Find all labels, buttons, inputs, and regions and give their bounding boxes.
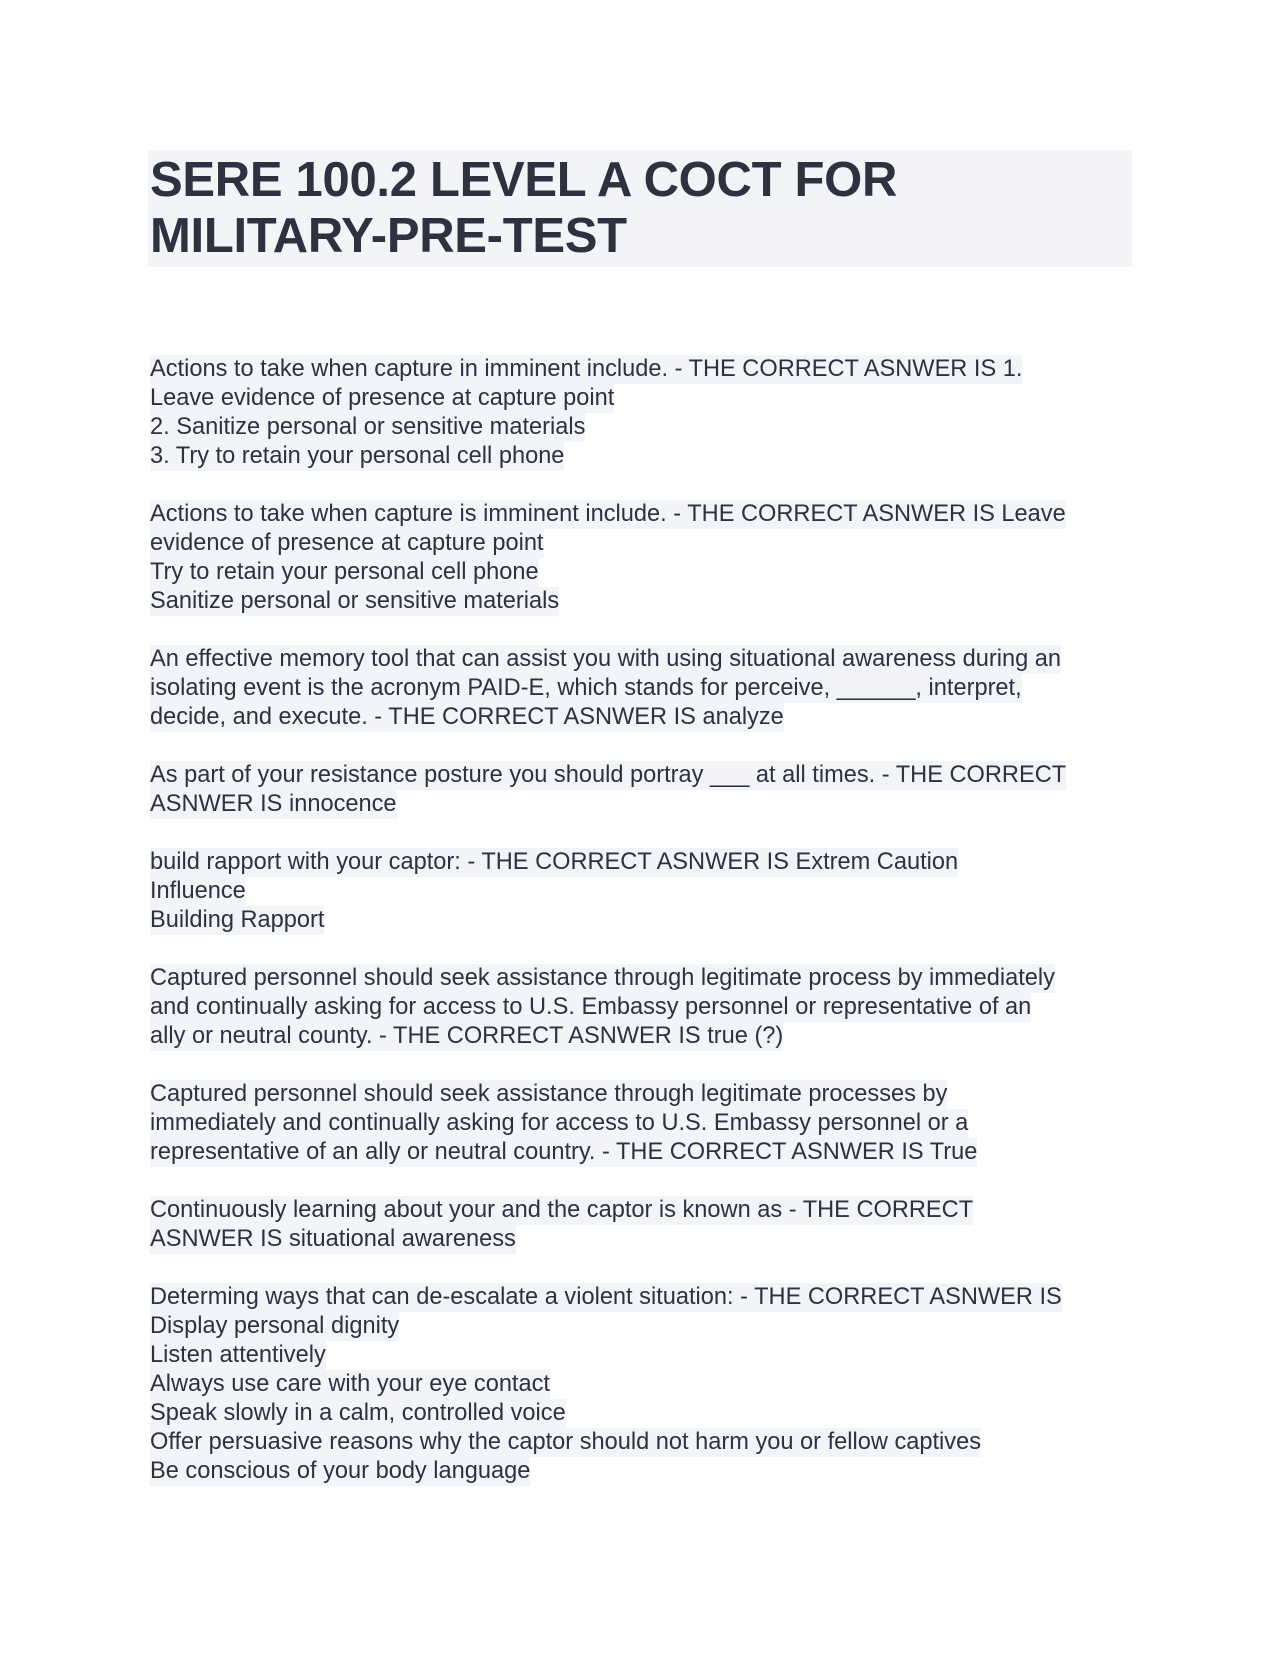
qa-text-line: immediately and continually asking for access to U.S. Embassy personnel or a — [150, 1110, 969, 1136]
qa-item — [150, 1283, 1130, 1486]
qa-text-line: As part of your resistance posture you should portray ___ at all times. - THE CORRECT — [150, 762, 1067, 788]
qa-item — [150, 761, 1130, 819]
title-line: MILITARY-PRE-TEST — [150, 209, 627, 263]
qa-text-line: Continuously learning about your and the captor is known as - THE CORRECT — [150, 1197, 974, 1223]
qa-text-line: Influence — [150, 878, 246, 904]
qa-text-line: Captured personnel should seek assistance through legitimate processes by — [150, 1081, 948, 1107]
qa-item — [150, 645, 1130, 732]
qa-text-line: and continually asking for access to U.S. Embassy personnel or representative of an — [150, 994, 1032, 1020]
qa-text-line: 3. Try to retain your personal cell phone — [150, 443, 565, 469]
qa-text-line: Captured personnel should seek assistance through legitimate process by immediately — [150, 965, 1055, 991]
qa-text-line: Try to retain your personal cell phone — [150, 559, 539, 585]
document-page — [150, 150, 1130, 1515]
question-answer-list — [150, 355, 1130, 1486]
qa-text-line: evidence of presence at capture point — [150, 530, 544, 556]
qa-text-line: Offer persuasive reasons why the captor should not harm you or fellow captives — [150, 1429, 982, 1455]
qa-text-line: 2. Sanitize personal or sensitive materials — [150, 414, 586, 440]
qa-text-line: Listen attentively — [150, 1342, 326, 1368]
qa-text-line: Actions to take when capture in imminent include. - THE CORRECT ASNWER IS 1. — [150, 356, 1023, 382]
qa-item — [150, 500, 1130, 616]
qa-text-line: ASNWER IS innocence — [150, 791, 397, 817]
qa-item — [150, 848, 1130, 935]
qa-text-line: ally or neutral county. - THE CORRECT ASNWER IS true (?) — [150, 1023, 784, 1049]
qa-item — [150, 1196, 1130, 1254]
qa-text-line: Display personal dignity — [150, 1313, 400, 1339]
qa-text-line: Building Rapport — [150, 907, 325, 933]
qa-text-line: Be conscious of your body language — [150, 1458, 531, 1484]
title-line: SERE 100.2 LEVEL A COCT FOR — [150, 153, 898, 207]
title-block — [148, 150, 1132, 267]
qa-text-line: An effective memory tool that can assist you with using situational awareness during an — [150, 646, 1062, 672]
qa-text-line: isolating event is the acronym PAID-E, which stands for perceive, ______, interpret, — [150, 675, 1022, 701]
qa-text-line: Always use care with your eye contact — [150, 1371, 550, 1397]
qa-text-line: ASNWER IS situational awareness — [150, 1226, 516, 1252]
qa-text-line: Speak slowly in a calm, controlled voice — [150, 1400, 566, 1426]
qa-item — [150, 964, 1130, 1051]
qa-text-line: decide, and execute. - THE CORRECT ASNWER IS analyze — [150, 704, 784, 730]
qa-text-line: Sanitize personal or sensitive materials — [150, 588, 560, 614]
qa-text-line: Determing ways that can de-escalate a violent situation: - THE CORRECT ASNWER IS — [150, 1284, 1062, 1310]
qa-text-line: Actions to take when capture is imminent include. - THE CORRECT ASNWER IS Leave — [150, 501, 1066, 527]
qa-text-line: build rapport with your captor: - THE CORRECT ASNWER IS Extrem Caution — [150, 849, 959, 875]
document-title — [148, 152, 1132, 264]
qa-item — [150, 355, 1130, 471]
qa-text-line: Leave evidence of presence at capture point — [150, 385, 615, 411]
qa-item — [150, 1080, 1130, 1167]
qa-text-line: representative of an ally or neutral country. - THE CORRECT ASNWER IS True — [150, 1139, 978, 1165]
